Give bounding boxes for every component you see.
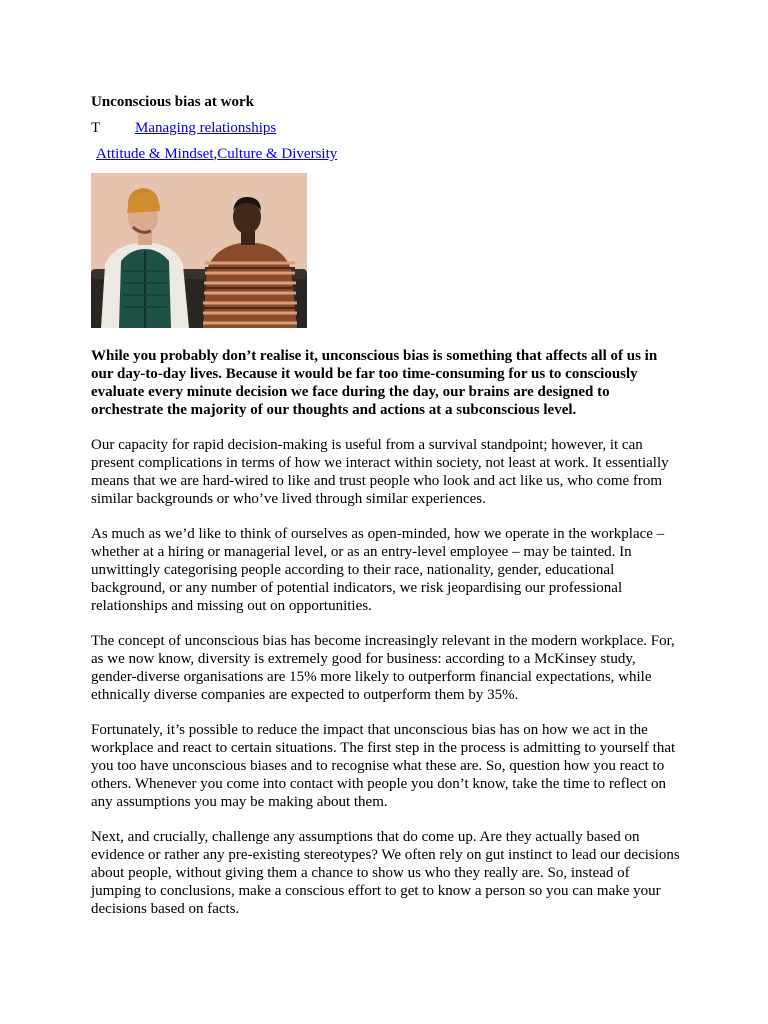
article-lead: While you probably don’t realise it, unconscious bias is something that affects all of us in our day-to-day lives. Because it would be far too time-consuming for us to consciously evaluate every minute decision we face during the day, our brains are designed to orchestrate the majority of our thoughts and actions at a subconscious level. [91, 348, 658, 418]
article [91, 93, 683, 918]
article-tags [91, 145, 683, 163]
article-paragraph-5: Next, and crucially, challenge any assumptions that do come up. Are they actually based on evidence or rather any pre-existing stereotypes? We often rely on gut instinct to lead our decisions about people, without giving them a chance to show us who they really are. So, instead of jumping to conclusions, make a conscious effort to get to know a person so you can make your decisions based on facts. [91, 829, 680, 917]
tag-link-culture-diversity[interactable]: Culture & Diversity [217, 146, 338, 162]
photo-two-people-icon [91, 173, 307, 328]
article-paragraph-1: Our capacity for rapid decision-making is useful from a survival standpoint; however, it can present complications in terms of how we interact within society, not least at work. It essentially means that we are hard-wired to like and trust people who look and act like us, who come from similar backgrounds or who’ve lived through similar experiences. [91, 437, 669, 507]
article-meta [91, 119, 683, 137]
article-title: Unconscious bias at work [91, 94, 254, 110]
article-image [91, 173, 307, 328]
article-paragraph-4: Fortunately, it’s possible to reduce the impact that unconscious bias has on how we act in the workplace and react to certain situations. The first step in the process is admitting to yourself that you too have unconscious biases and to recognise what these are. So, question how you react to others. Whenever you come into contact with people you don’t know, take the time to reflect on any assumptions you may be making about them. [91, 722, 676, 810]
category-link[interactable]: Managing relationships [135, 120, 277, 136]
tag-separator: , [213, 146, 218, 162]
article-paragraph-3: The concept of unconscious bias has become increasingly relevant in the modern workplace. For, as we now know, diversity is extremely good for business: according to a McKinsey study, gender-diverse organisations are 15% more likely to outperform financial expectations, while ethnically diverse companies are expected to outperform them by 35%. [91, 633, 675, 703]
author-initial: T [91, 120, 101, 136]
article-paragraph-2: As much as we’d like to think of ourselves as open-minded, how we operate in the workplace – whether at a hiring or managerial level, or as an entry-level employee – may be tainted. In unwittingly categorising people according to their race, nationality, gender, educational background, or any number of potential indicators, we risk jeopardising our professional relationships and missing out on opportunities. [91, 526, 665, 614]
tag-link-attitude-mindset[interactable]: Attitude & Mindset [96, 146, 214, 162]
